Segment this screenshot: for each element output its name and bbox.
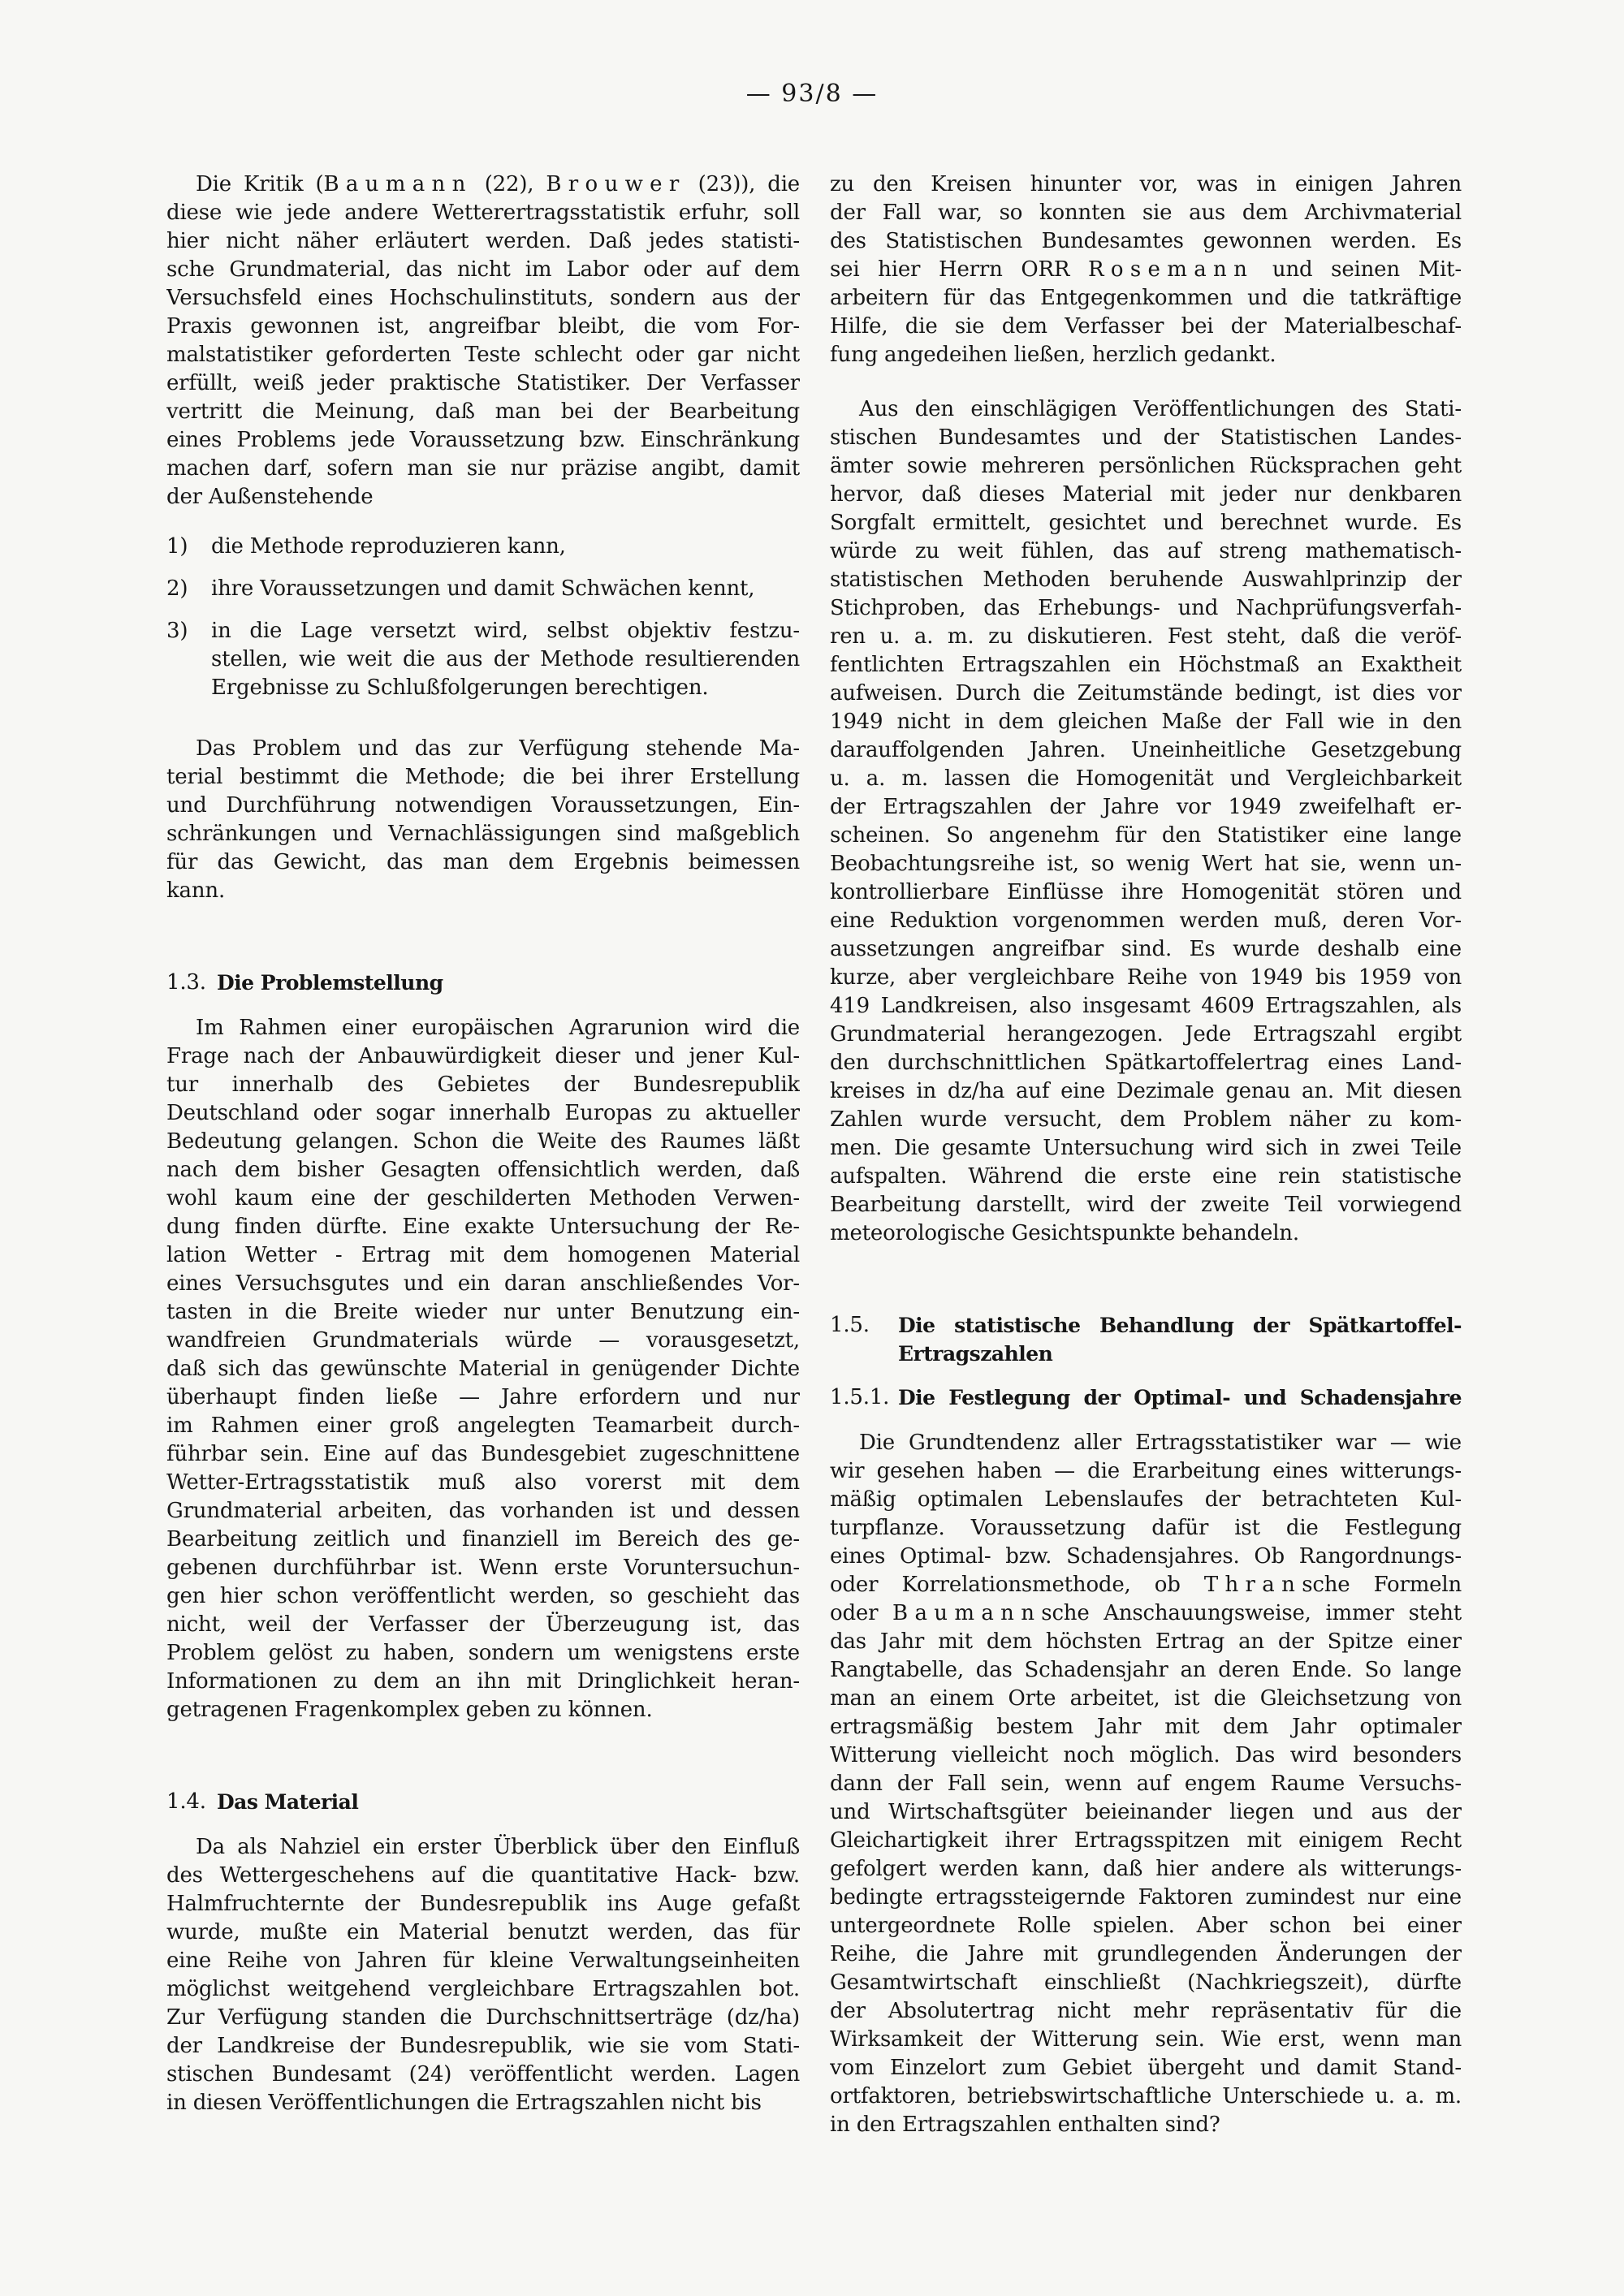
text-line [830,1514,1462,1543]
text-run: des Wettergeschehens auf die quantitative Hack- bzw. [166,1863,800,1888]
text-line [166,877,800,905]
text-line [830,2026,1462,2054]
text-run: führbar sein. Eine auf das Bundesgebiet zugeschnittene [166,1442,800,1466]
text-line [830,964,1462,992]
text-line [830,313,1462,341]
text-run: der Landkreise der Bundesrepublik, wie sie vom Stati- [166,2034,800,2058]
text-run: arbeitern für das Entgegenkommen und die tatkräftige [830,286,1462,310]
section-title [898,1311,1462,1368]
text-line [166,313,800,341]
text-line [830,452,1462,481]
text-line [830,1770,1462,1798]
text-run: Die Problemstellung [217,971,443,995]
text-run: scheinen. So angenehm für den Statistiker eine lange [830,823,1462,848]
text-line [166,1327,800,1355]
text-run: ertragsmäßig bestem Jahr mit dem Jahr optimaler [830,1715,1462,1739]
text-line [166,848,800,877]
text-run: nicht, weil der Verfasser der Überzeugung ist, das [166,1612,800,1637]
text-run: aufweisen. Durch die Zeitumstände bedingt, ist dies vor [830,681,1462,706]
text-run: sei hier Herrn ORR [830,257,1088,282]
text-run: 419 Landkreisen, also insgesamt 4609 Ertragszahlen, als [830,994,1462,1018]
text-line [166,1241,800,1270]
text-line [166,1412,800,1440]
text-run: Das Material [217,1790,359,1814]
text-run: hier nicht näher erläutert werden. Daß jedes statisti- [166,229,800,253]
text-run: würde zu weit fühlen, das auf streng mathematisch- [830,539,1462,563]
text-line [166,1554,800,1582]
text-run: in die Lage versetzt wird, selbst objektiv festzu- [211,619,800,643]
text-line [830,1798,1462,1827]
list-item [166,617,800,702]
paragraph [166,735,800,905]
text-line [166,483,800,511]
text-run: stellen, wie weit die aus der Methode resultierenden [211,647,800,671]
text-run: Rangtabelle, das Schadensjahr an deren Ende. So lange [830,1658,1462,1682]
text-line [830,1429,1462,1457]
text-line [166,1890,800,1918]
text-run: im Rahmen einer groß angelegten Teamarbeit durch- [166,1413,800,1438]
text-line [211,575,800,603]
text-line [830,1486,1462,1514]
text-run: wir gesehen haben — die Erarbeitung eines witterungs- [830,1459,1462,1483]
text-run: Problem gelöst zu haben, sondern um wenigstens erste [166,1641,800,1665]
section-heading [166,969,800,997]
text-line [830,1884,1462,1912]
text-run: und Durchführung notwendigen Voraussetzungen, Ein- [166,793,800,818]
text-run: darauffolgenden Jahren. Uneinheitliche Gesetzgebung [830,738,1462,762]
text-run: die Methode reproduzieren kann, [211,534,566,559]
list-item [166,575,800,603]
text-line [830,1543,1462,1571]
text-run: vom Einzelort zum Gebiet übergeht und damit Stand- [830,2056,1462,2080]
text-line [830,1077,1462,1106]
text-run: lation Wetter - Ertrag mit dem homogenen Material [166,1243,800,1267]
text-line [898,1383,1462,1412]
section-number: 1.5.1. [830,1385,890,1409]
section-number: 1.3. [166,970,206,995]
text-run: gen hier schon veröffentlicht werden, so geschieht das [166,1584,800,1608]
text-line [830,907,1462,935]
letterspaced-name: Rosemann [1088,257,1255,282]
text-line [830,1571,1462,1599]
text-run: men. Die gesamte Untersuchung wird sich in zwei Teile [830,1136,1462,1160]
text-run: eine Reduktion vorgenommen werden muß, deren Vor- [830,908,1462,933]
text-line [830,341,1462,369]
text-run: Die Kritik ( [196,172,324,196]
text-run: der Außenstehende [166,485,374,509]
text-run: Hilfe, die sie dem Verfasser bei der Materialbeschaf- [830,314,1462,339]
paragraph [830,1429,1462,2139]
text-line [217,1788,800,1816]
numbered-list [166,533,800,702]
text-run: kurze, aber vergleichbare Reihe von 1949 bis 1959 von [830,965,1462,990]
text-run: Versuchsfeld eines Hochschulinstituts, sondern aus der [166,286,800,310]
text-line [166,426,800,455]
text-run: in den Ertragszahlen enthalten sind? [830,2113,1220,2137]
text-line [166,170,800,199]
text-run: machen darf, sofern man sie nur präzise angibt, damit [166,456,800,481]
text-line [830,1134,1462,1163]
text-run: Grundmaterial herangezogen. Jede Ertragszahl ergibt [830,1022,1462,1047]
text-run: nach dem bisher Gesagten offensichtlich werden, daß [166,1158,800,1182]
text-line [830,623,1462,651]
text-run: oder Korrelationsmethode, ob [830,1573,1204,1597]
text-line [166,1298,800,1327]
text-line [166,227,800,256]
text-line [166,1128,800,1156]
text-line [166,1526,800,1554]
list-marker: 3) [166,619,188,643]
text-line [830,2082,1462,2111]
text-line [830,537,1462,566]
text-run: Wetter-Ertragsstatistik muß also vorerst mit dem [166,1470,800,1495]
text-run: eines Problems jede Voraussetzung bzw. Einschränkung [166,428,800,452]
text-line [830,736,1462,765]
text-line [166,2089,800,2117]
text-line [830,1457,1462,1486]
text-line [166,284,800,313]
text-line [830,284,1462,313]
text-line [830,1106,1462,1134]
section-number: 1.4. [166,1789,206,1814]
paragraph [166,170,800,511]
text-line [166,1099,800,1128]
list-item-text [211,575,800,603]
text-line [211,645,800,674]
paragraph [166,1833,800,2117]
text-run: dung finden dürfte. Eine exakte Untersuchung der Re- [166,1215,800,1239]
text-line [830,1713,1462,1741]
text-line [166,1440,800,1469]
text-run: hervor, daß dieses Material mit jeder nur denkbaren [830,482,1462,507]
text-run: Da als Nahziel ein erster Überblick über den Einfluß [196,1835,800,1859]
text-line [830,2054,1462,2082]
text-run: Zur Verfügung standen die Durchschnittserträge (dz/ha) [166,2005,800,2030]
text-run: und Wirtschaftsgüter beieinander liegen und aus der [830,1800,1462,1824]
text-run: turpflanze. Voraussetzung dafür ist die Festlegung [830,1516,1462,1540]
paragraph [830,170,1462,369]
text-line [830,1827,1462,1855]
text-line [166,1383,800,1412]
text-run: Das Problem und das zur Verfügung stehende Ma- [196,736,800,761]
page-number: — 93/8 — [745,80,879,108]
text-line [166,1071,800,1099]
text-run: Zahlen wurde versucht, dem Problem näher zu kom- [830,1107,1462,1132]
text-run: Reihe, die Jahre mit grundlegenden Änderungen der [830,1942,1462,1966]
text-line [211,533,800,561]
text-run: schränkungen und Vernachlässigungen sind maßgeblich [166,822,800,846]
text-line [166,1014,800,1042]
text-run: u. a. m. lassen die Homogenität und Vergleichbarkeit [830,766,1462,791]
text-run: aufspalten. Während die erste eine rein statistische [830,1164,1462,1189]
text-run: vertritt die Meinung, daß man bei der Bearbeitung [166,399,800,424]
text-line [166,369,800,398]
text-run: ren u. a. m. zu diskutieren. Fest steht, daß die veröf- [830,624,1462,649]
text-line [830,594,1462,623]
letterspaced-name: Thran [1203,1573,1302,1597]
text-line [830,1163,1462,1191]
text-run: den durchschnittlichen Spätkartoffelertrag eines Land- [830,1051,1462,1075]
text-run: tasten in die Breite wieder nur unter Benutzung ein- [166,1300,800,1324]
column-left [166,170,800,2117]
text-run: Informationen zu dem an ihn mit Dringlichkeit heran- [166,1669,800,1694]
text-line [166,1696,800,1724]
text-run: Im Rahmen einer europäischen Agrarunion wird die [196,1016,800,1040]
text-run: möglichst weitgehend vergleichbare Ertragszahlen bot. [166,1977,800,2001]
text-run: getragenen Fragenkomplex geben zu können. [166,1698,653,1722]
section-heading [166,1788,800,1816]
text-run: sche Grundmaterial, das nicht im Labor oder auf dem [166,257,800,282]
text-run: Stichproben, das Erhebungs- und Nachprüfungsverfah- [830,596,1462,620]
text-line [830,822,1462,850]
text-run: eines Versuchsgutes und ein daran anschließendes Vor- [166,1271,800,1296]
text-run: mäßig optimalen Lebenslaufes der betrachteten Kul- [830,1487,1462,1512]
text-run: kontrollierbare Einflüsse ihre Homogenität stören und [830,880,1462,904]
text-line [830,395,1462,424]
text-run: daß sich das gewünschte Material in genügender Dichte [166,1357,800,1381]
text-run: meteorologische Gesichtspunkte behandeln. [830,1221,1299,1245]
list-item-text [211,617,800,702]
text-run: fung angedeihen ließen, herzlich gedankt. [830,343,1276,367]
text-line [898,1311,1462,1340]
text-run: man an einem Orte arbeitet, ist die Gleichsetzung von [830,1686,1462,1711]
text-line [166,199,800,227]
text-run: und seinen Mit- [1254,257,1462,282]
text-run: Ertragszahlen [898,1342,1053,1366]
text-line [166,1497,800,1526]
section-heading [830,1383,1462,1412]
text-run: das Jahr mit dem höchsten Ertrag an der Spitze einer [830,1629,1462,1654]
text-run: gebenen durchführbar ist. Wenn erste Voruntersuchun- [166,1556,800,1580]
text-run: Aus den einschlägigen Veröffentlichungen des Stati- [859,397,1462,421]
text-line [217,969,800,997]
text-line [830,2111,1462,2139]
text-line [166,1270,800,1298]
text-run: gefolgert werden kann, daß hier andere als witterungs- [830,1857,1462,1881]
text-run: aussetzungen angreifbar sind. Es wurde deshalb eine [830,937,1462,961]
text-run: tur innerhalb des Gebietes der Bundesrepublik [166,1072,800,1097]
text-run: ihre Voraussetzungen und damit Schwächen kennt, [211,576,755,601]
text-line [830,935,1462,964]
paragraph [830,395,1462,1248]
text-line [830,793,1462,822]
text-run: wohl kaum eine der geschilderten Methoden Verwen- [166,1186,800,1211]
text-line [166,1355,800,1383]
text-run: dann der Fall sein, wenn auf engem Raume Versuchs- [830,1772,1462,1796]
text-run: Beobachtungsreihe ist, so wenig Wert hat sie, wenn un- [830,852,1462,876]
text-run: (23)), die [685,172,800,196]
text-line [166,1947,800,1975]
text-line [830,1191,1462,1219]
text-line [166,1975,800,2004]
text-run: zu den Kreisen hinunter vor, was in einigen Jahren [830,172,1462,196]
text-run: kann. [166,878,226,903]
text-line [166,1156,800,1185]
text-line [830,509,1462,537]
text-run: Deutschland oder sogar innerhalb Europas zu aktueller [166,1101,800,1125]
text-line [830,1599,1462,1628]
text-run: stischen Bundesamtes und der Statistischen Landes- [830,425,1462,450]
text-line [830,1855,1462,1884]
text-run: Sorgfalt ermittelt, gesichtet und berechnet wurde. Es [830,511,1462,535]
text-line [830,878,1462,907]
text-line [830,227,1462,256]
text-run: Frage nach der Anbauwürdigkeit dieser und jener Kul- [166,1044,800,1068]
text-run: (22), [472,172,546,196]
list-item [166,533,800,561]
text-run: des Statistischen Bundesamtes gewonnen werden. Es [830,229,1462,253]
text-run: fentlichten Ertragszahlen ein Höchstmaß an Exaktheit [830,653,1462,677]
text-line [166,1611,800,1639]
text-line [830,765,1462,793]
text-line [166,1918,800,1947]
text-line [166,398,800,426]
text-run: statistischen Methoden beruhende Auswahlprinzip der [830,568,1462,592]
text-line [166,2061,800,2089]
section-title [898,1383,1462,1412]
text-run: stischen Bundesamt (24) veröffentlicht werden. Lagen [166,2062,800,2087]
letterspaced-name: Baumann [892,1601,1042,1625]
text-run: sche Formeln [1302,1573,1462,1597]
text-line [166,1582,800,1611]
list-item-text [211,533,800,561]
text-line [166,1862,800,1890]
text-run: Praxis gewonnen ist, angreifbar bleibt, die vom For- [166,314,800,339]
text-run: Halmfruchternte der Bundesrepublik ins Auge gefaßt [166,1892,800,1916]
text-line [830,1969,1462,1997]
text-run: oder [830,1601,893,1625]
section-title [217,969,800,997]
text-line [211,674,800,702]
text-run: Gesamtwirtschaft einschließt (Nachkriegszeit), dürfte [830,1970,1462,1995]
text-run: Die Grundtendenz aller Ertragsstatistiker war — wie [859,1431,1462,1455]
text-line [830,850,1462,878]
text-line [830,1741,1462,1770]
text-line [830,1656,1462,1685]
text-line [830,708,1462,736]
text-line [830,256,1462,284]
section-number: 1.5. [830,1313,870,1337]
text-run: bedingte ertragssteigernde Faktoren zumindest nur eine [830,1885,1462,1910]
text-line [166,820,800,848]
text-run: Gleichartigkeit ihrer Ertragsspitzen mit einigem Recht [830,1828,1462,1853]
text-line [830,1021,1462,1049]
text-line [166,341,800,369]
text-line [166,1185,800,1213]
text-line [166,763,800,792]
text-run: der Ertragszahlen der Jahre vor 1949 zweifelhaft er- [830,795,1462,819]
text-run: eine Reihe von Jahren für kleine Verwaltungseinheiten [166,1949,800,1973]
text-line [166,1469,800,1497]
text-run: Bedeutung gelangen. Schon die Weite des Raumes läßt [166,1129,800,1154]
text-line [830,680,1462,708]
letterspaced-name: Brouwer [546,172,686,196]
text-line [166,1668,800,1696]
text-line [166,1833,800,1862]
text-line [898,1340,1462,1368]
section-heading [830,1311,1462,1368]
text-line [166,792,800,820]
text-run: Grundmaterial arbeiten, das vorhanden ist und dessen [166,1499,800,1523]
text-line [830,651,1462,680]
text-run: kreises in dz/ha auf eine Dezimale genau an. Mit diesen [830,1079,1462,1103]
text-run: sche Anschauungsweise, immer steht [1041,1601,1462,1625]
text-run: wurde, mußte ein Material benutzt werden, das für [166,1920,800,1944]
text-line [166,735,800,763]
text-run: wandfreien Grundmaterials würde — vorausgesetzt, [166,1328,800,1353]
text-run: der Absolutertrag nicht mehr repräsentativ für die [830,1999,1462,2023]
text-line [166,1639,800,1668]
text-line [211,617,800,645]
text-line [830,170,1462,199]
text-run: Wirksamkeit der Witterung sein. Wie erst, wenn man [830,2027,1462,2052]
text-run: eines Optimal- bzw. Schadensjahres. Ob Rangordnungs- [830,1544,1462,1569]
text-run: Ergebnisse zu Schlußfolgerungen berechtigen. [211,675,709,700]
list-marker: 2) [166,576,188,601]
list-marker: 1) [166,534,188,559]
text-line [830,566,1462,594]
text-run: untergeordnete Rolle spielen. Aber schon bei einer [830,1914,1462,1938]
text-line [830,1997,1462,2026]
letterspaced-name: Baumann [323,172,473,196]
text-run: terial bestimmt die Methode; die bei ihrer Erstellung [166,765,800,789]
text-line [830,1912,1462,1940]
text-line [166,1213,800,1241]
text-run: der Fall war, so konnten sie aus dem Archivmaterial [830,201,1462,225]
text-line [166,2004,800,2032]
text-line [166,1042,800,1071]
text-line [830,1049,1462,1077]
text-line [166,455,800,483]
text-line [830,481,1462,509]
text-line [830,1685,1462,1713]
text-line [830,1219,1462,1248]
text-line [166,256,800,284]
text-run: ortfaktoren, betriebswirtschaftliche Unterschiede u. a. m. [830,2084,1462,2108]
text-run: Die Festlegung der Optimal- und Schadensjahre [898,1386,1462,1409]
text-line [830,1628,1462,1656]
section-title [217,1788,800,1816]
text-line [830,1940,1462,1969]
text-run: Witterung vielleicht noch möglich. Das wird besonders [830,1743,1462,1767]
text-run: Die statistische Behandlung der Spätkartoffel- [898,1314,1462,1337]
text-line [830,992,1462,1021]
text-run: erfüllt, weiß jeder praktische Statistiker. Der Verfasser [166,371,800,395]
text-run: 1949 nicht in dem gleichen Maße der Fall wie in den [830,710,1462,734]
text-run: Bearbeitung zeitlich und finanziell im Bereich des ge- [166,1527,800,1552]
text-line [166,2032,800,2061]
text-run: für das Gewicht, das man dem Ergebnis beimessen [166,850,800,874]
text-run: malstatistiker geforderten Teste schlecht oder gar nicht [166,343,800,367]
text-line [830,199,1462,227]
text-run: ämter sowie mehreren persönlichen Rücksprachen geht [830,454,1462,478]
text-line [830,424,1462,452]
text-run: überhaupt finden ließe — Jahre erfordern und nur [166,1385,800,1409]
text-run: Bearbeitung darstellt, wird der zweite Teil vorwiegend [830,1193,1462,1217]
text-run: in diesen Veröffentlichungen die Ertragszahlen nicht bis [166,2091,762,2115]
paragraph [166,1014,800,1724]
text-run: diese wie jede andere Wetterertragsstatistik erfuhr, soll [166,201,800,225]
column-right [830,170,1462,2139]
